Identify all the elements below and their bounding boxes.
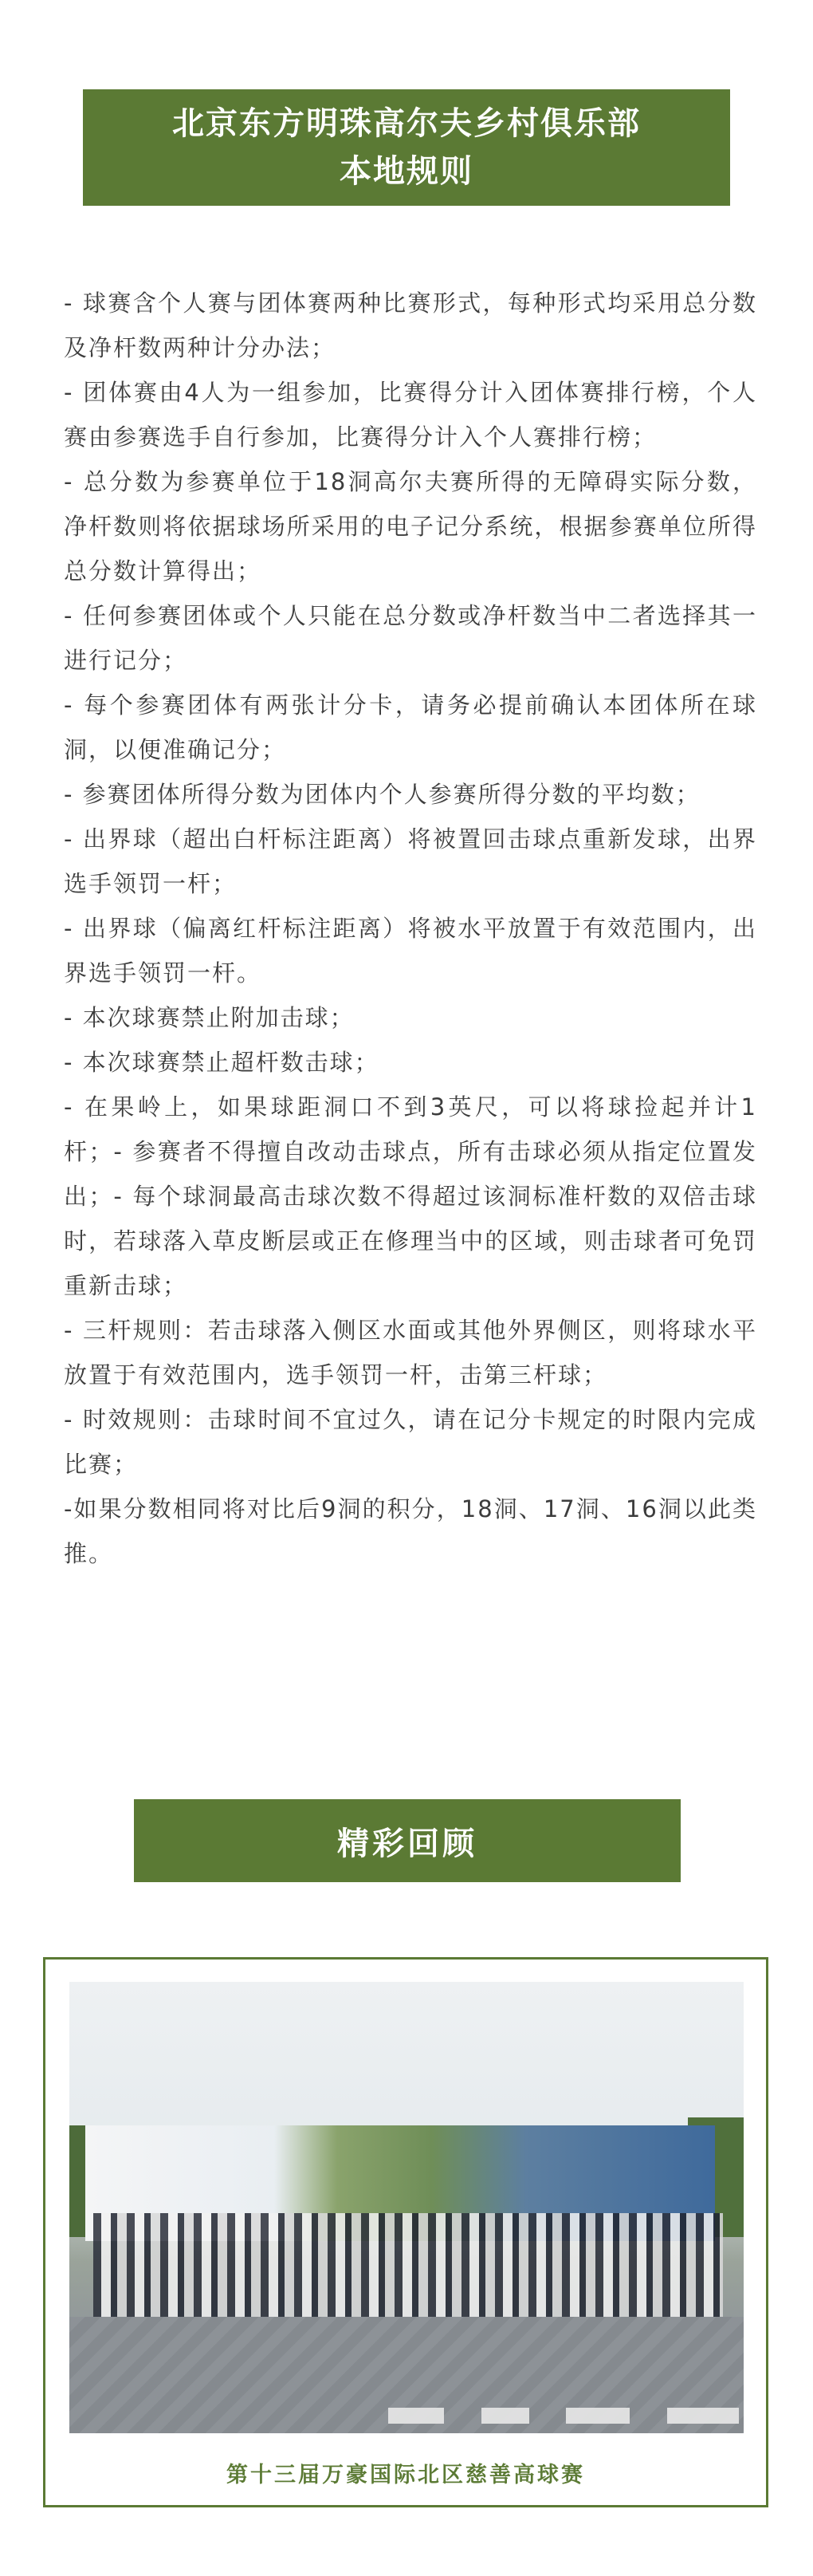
rule-item: - 球赛含个人赛与团体赛两种比赛形式，每种形式均采用总分数及净杆数两种计分办法； [64, 290, 757, 361]
rule-item: - 本次球赛禁止附加击球； [64, 1004, 355, 1031]
rule-item: - 本次球赛禁止超杆数击球； [64, 1049, 379, 1076]
rules-list [64, 281, 757, 1576]
group-photo [69, 1982, 744, 2433]
rule-item: - 出界球（超出白杆标注距离）将被置回击球点重新发球，出界选手领罚一杆； [64, 825, 757, 897]
title-banner [83, 89, 730, 206]
photo-caption: 第十三届万豪国际北区慈善高球赛 [226, 2463, 585, 2487]
local-rules-title: 本地规则 [340, 153, 473, 190]
participants-group [93, 2213, 723, 2317]
rule-item: - 参赛团体所得分数为团体内个人参赛所得分数的平均数； [64, 781, 701, 808]
sponsor-logos [388, 2405, 739, 2427]
club-name-title: 北京东方明珠高尔夫乡村俱乐部 [172, 105, 641, 142]
sponsor-logo [566, 2408, 630, 2424]
photo-frame [43, 1957, 768, 2507]
highlights-banner: 精彩回顾 [134, 1799, 681, 1882]
coucoo-logo [667, 2408, 739, 2424]
rule-item: - 三杆规则：若击球落入侧区水面或其他外界侧区，则将球水平放置于有效范围内，选手领罚一杆，击第三杆球； [64, 1317, 757, 1388]
rule-item: - 总分数为参赛单位于18洞高尔夫赛所得的无障碍实际分数，净杆数则将依据球场所采用的电子记分系统，根据参赛单位所得总分数计算得出； [64, 468, 757, 585]
rule-item: - 每个参赛团体有两张计分卡，请务必提前确认本团体所在球洞，以便准确记分； [64, 691, 757, 763]
rule-item: - 时效规则：击球时间不宜过久，请在记分卡规定的时限内完成比赛； [64, 1406, 757, 1478]
rule-item: - 任何参赛团体或个人只能在总分数或净杆数当中二者选择其一进行记分； [64, 602, 757, 674]
sponsor-logo [481, 2408, 529, 2424]
rule-item: - 团体赛由4人为一组参加，比赛得分计入团体赛排行榜，个人赛由参赛选手自行参加，比赛得分计入个人赛排行榜； [64, 379, 757, 451]
rule-item: - 出界球（偏离红杆标注距离）将被水平放置于有效范围内，出界选手领罚一杆。 [64, 915, 757, 987]
marriott-logo [388, 2408, 444, 2424]
rule-item: -如果分数相同将对比后9洞的积分，18洞、17洞、16洞以此类推。 [64, 1495, 757, 1567]
rule-item: - 在果岭上，如果球距洞口不到3英尺，可以将球捡起并计1杆；- 参赛者不得擅自改动击球点，所有击球必须从指定位置发出；- 每个球洞最高击球次数不得超过该洞标准杆数的双倍击球时，若球落入草皮断层或正在修理当中的区域，则击球者可免罚重新击球； [64, 1093, 757, 1299]
